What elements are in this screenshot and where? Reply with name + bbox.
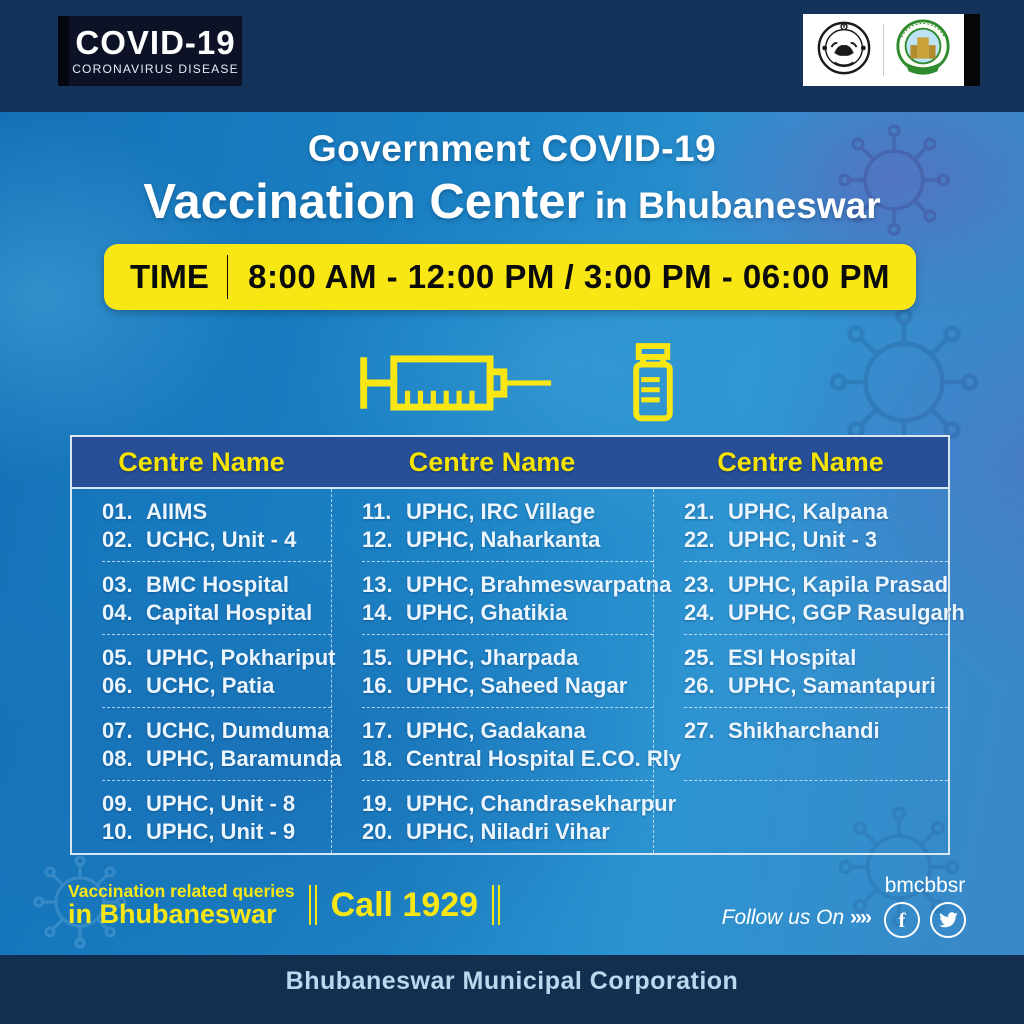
centre-number: 23.: [684, 572, 715, 597]
centre-number: 10.: [102, 819, 133, 844]
centre-name: BMC Hospital: [146, 572, 289, 597]
centre-number: 04.: [102, 600, 133, 625]
centre-number: 26.: [684, 673, 715, 698]
centre-entry: [102, 526, 331, 554]
follow-us-label: Follow us On ››››: [721, 906, 870, 929]
poster-title: [0, 128, 1024, 230]
centre-name: UPHC, Naharkanta: [406, 527, 601, 552]
facebook-icon[interactable]: f: [884, 902, 920, 938]
centre-entry: [102, 818, 331, 846]
centre-group: [362, 634, 653, 707]
centre-entry: [102, 672, 331, 700]
odisha-emblem-logo: [815, 18, 873, 83]
title-line2-rest: in Bhubaneswar: [584, 185, 881, 226]
double-bar-divider: [492, 885, 500, 925]
centre-entry: [102, 790, 331, 818]
centre-entry: [362, 790, 677, 818]
centres-column-2: [331, 489, 682, 853]
covid19-badge-title: COVID-19: [75, 24, 236, 61]
centre-entry: [362, 599, 653, 627]
centre-number: 25.: [684, 645, 715, 670]
centre-name: UPHC, IRC Village: [406, 499, 596, 524]
centre-name: Central Hospital E.CO. Rly: [406, 746, 682, 771]
centre-entry: [102, 717, 331, 745]
centre-entry: [362, 745, 682, 773]
centre-name: UPHC, Unit - 3: [728, 527, 878, 552]
call-number: Call 1929: [330, 885, 479, 924]
column-header: Centre Name: [408, 446, 576, 477]
top-band: [0, 0, 1024, 112]
centre-group: [362, 489, 653, 561]
centre-name: UPHC, Brahmeswarpatna: [406, 572, 672, 597]
centre-name: UPHC, Baramunda: [146, 746, 342, 771]
bottom-bar: [0, 955, 1024, 1024]
time-value: 8:00 AM - 12:00 PM / 3:00 PM - 06:00 PM: [248, 258, 890, 295]
icons-row: [0, 340, 1024, 426]
centre-group: [362, 780, 677, 853]
centre-group: [102, 561, 331, 634]
centre-name: UPHC, Kalpana: [728, 499, 889, 524]
centre-number: 22.: [684, 527, 715, 552]
logo-box: [803, 14, 980, 86]
vaccine-vial-icon: [622, 341, 684, 425]
centre-entry: [102, 745, 342, 773]
centre-name: UPHC, Gadakana: [406, 718, 586, 743]
centre-name: UCHC, Unit - 4: [146, 527, 297, 552]
centre-number: 24.: [684, 600, 715, 625]
column-header: Centre Name: [118, 446, 285, 477]
centres-column-1: [72, 489, 342, 853]
logo-black-strip: [964, 14, 980, 86]
bmc-seal-logo: [894, 18, 952, 83]
time-separator: [227, 255, 228, 299]
centre-name: Shikharchandi: [728, 718, 880, 743]
bottom-bar-text: Bhubaneswar Municipal Corporation: [285, 967, 739, 995]
centre-number: 03.: [102, 572, 133, 597]
centre-name: UPHC, Samantapuri: [728, 673, 936, 698]
centre-name: ESI Hospital: [728, 645, 857, 670]
title-line2: [0, 174, 1024, 230]
centre-number: 27.: [684, 718, 715, 743]
centre-name: UPHC, Unit - 8: [146, 791, 296, 816]
title-line1: Government COVID-19: [307, 128, 717, 169]
centre-name: UPHC, Chandrasekharpur: [406, 791, 677, 816]
centre-number: 09.: [102, 791, 133, 816]
centre-number: 08.: [102, 746, 133, 771]
centre-entry: [362, 672, 653, 700]
time-label: TIME: [130, 258, 209, 295]
centre-name: UPHC, Saheed Nagar: [406, 673, 628, 698]
centre-entry: [684, 571, 948, 599]
queries-line2: in Bhubaneswar: [68, 899, 277, 930]
centre-name: UPHC, Jharpada: [406, 645, 579, 670]
queries-line1: Vaccination related queries: [68, 881, 295, 901]
centre-entry: [684, 599, 965, 627]
centre-entry: [102, 498, 331, 526]
centre-entry: [684, 644, 948, 672]
centre-entry: [362, 526, 653, 554]
centre-name: UPHC, Kapila Prasad: [728, 572, 949, 597]
centre-number: 11.: [362, 499, 392, 524]
centre-number: 06.: [102, 673, 133, 698]
column-header: Centre Name: [717, 446, 884, 477]
centre-number: 21.: [684, 499, 715, 524]
centre-group: [102, 780, 331, 853]
centre-number: 20.: [362, 819, 393, 844]
time-bar: [104, 244, 916, 310]
double-bar-divider: [309, 885, 317, 925]
centre-entry: [684, 672, 948, 700]
centre-number: 13.: [362, 572, 393, 597]
centre-name: UCHC, Dumduma: [146, 718, 330, 743]
social-block: [722, 874, 966, 938]
centre-entry: [362, 717, 653, 745]
centre-group: [102, 634, 336, 707]
centre-name: UPHC, GGP Rasulgarh: [728, 600, 965, 625]
centres-column-3: [653, 489, 965, 853]
syringe-icon: [340, 340, 580, 426]
centre-group: [684, 634, 948, 707]
centre-entry: [362, 644, 653, 672]
chevrons-icon: ››››: [850, 906, 870, 929]
centre-name: AIIMS: [146, 499, 208, 524]
centre-group: [684, 489, 948, 561]
queries-block: [68, 882, 500, 929]
centre-name: UCHC, Patia: [146, 673, 275, 698]
centre-name: Capital Hospital: [146, 600, 313, 625]
centre-name: UPHC, Ghatikia: [406, 600, 568, 625]
centre-number: 05.: [102, 645, 133, 670]
centre-entry: [102, 644, 336, 672]
covid19-badge-subtitle: CORONAVIRUS DISEASE: [72, 62, 239, 76]
centre-number: 02.: [102, 527, 133, 552]
title-line2-main: Vaccination Center: [143, 175, 585, 229]
centre-group: [102, 489, 331, 561]
centres-table: [70, 435, 965, 855]
social-handle: bmcbbsr: [884, 874, 966, 897]
twitter-icon[interactable]: [930, 902, 966, 938]
centre-number: 19.: [362, 791, 393, 816]
centre-number: 01.: [102, 499, 133, 524]
centre-number: 17.: [362, 718, 393, 743]
centre-number: 14.: [362, 600, 393, 625]
centre-group: [684, 707, 948, 780]
centre-entry: [362, 571, 672, 599]
centre-entry: [684, 526, 948, 554]
centre-entry: [102, 571, 331, 599]
logo-white-panel: [803, 14, 964, 86]
centre-group: [362, 561, 672, 634]
centre-number: 12.: [362, 527, 393, 552]
centre-entry: [684, 498, 948, 526]
centre-entry: [684, 717, 948, 745]
centre-number: 18.: [362, 746, 393, 771]
centre-entry: [362, 818, 653, 846]
centre-number: 15.: [362, 645, 393, 670]
covid19-badge: [58, 16, 242, 86]
centre-group: [362, 707, 682, 780]
centre-name: UPHC, Unit - 9: [146, 819, 296, 844]
centre-number: 07.: [102, 718, 133, 743]
centres-table-body: [72, 489, 965, 853]
centre-group: [102, 707, 342, 780]
centre-name: UPHC, Niladri Vihar: [406, 819, 610, 844]
centre-group: [684, 780, 948, 853]
main-area: [0, 112, 1024, 955]
centre-entry: [362, 498, 653, 526]
centre-number: 16.: [362, 673, 393, 698]
centres-table-header: [72, 437, 948, 489]
centre-group: [684, 561, 965, 634]
centre-name: UPHC, Pokhariput: [146, 645, 336, 670]
centre-entry: [102, 599, 331, 627]
logo-divider: [883, 24, 884, 76]
